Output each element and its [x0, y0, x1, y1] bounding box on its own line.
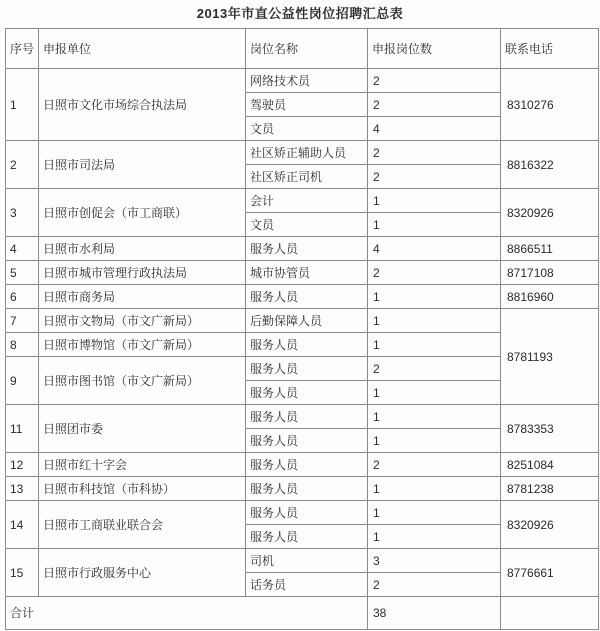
- position-cell: 服务人员: [246, 381, 368, 405]
- serial-cell: 15: [6, 549, 39, 597]
- unit-cell: 日照市司法局: [39, 141, 246, 189]
- phone-cell: 8781238: [501, 477, 599, 501]
- phone-cell: 8866511: [501, 237, 599, 261]
- unit-cell: 日照市博物馆（市文广新局）: [39, 333, 246, 357]
- unit-cell: 日照市商务局: [39, 285, 246, 309]
- count-cell: 2: [368, 357, 501, 381]
- position-cell: 服务人员: [246, 477, 368, 501]
- position-cell: 服务人员: [246, 333, 368, 357]
- position-cell: 服务人员: [246, 285, 368, 309]
- unit-cell: 日照市行政服务中心: [39, 549, 246, 597]
- count-cell: 1: [368, 381, 501, 405]
- serial-cell: 9: [6, 357, 39, 405]
- position-cell: 司机: [246, 549, 368, 573]
- total-row: [6, 597, 599, 630]
- header-unit: 申报单位: [39, 29, 246, 69]
- count-cell: 2: [368, 69, 501, 93]
- count-cell: 1: [368, 285, 501, 309]
- unit-cell: 日照市科技馆（市科协）: [39, 477, 246, 501]
- count-cell: 3: [368, 549, 501, 573]
- count-cell: 1: [368, 309, 501, 333]
- unit-cell: 日照市城市管理行政执法局: [39, 261, 246, 285]
- table-row: [6, 405, 599, 429]
- phone-cell: 8320926: [501, 189, 599, 237]
- position-cell: 服务人员: [246, 525, 368, 549]
- unit-cell: 日照市创促会（市工商联）: [39, 189, 246, 237]
- count-cell: 1: [368, 429, 501, 453]
- position-cell: 后勤保障人员: [246, 309, 368, 333]
- phone-cell: 8781193: [501, 309, 599, 405]
- header-position: 岗位名称: [246, 29, 368, 69]
- table-row: [6, 501, 599, 525]
- unit-cell: 日照市文化市场综合执法局: [39, 69, 246, 141]
- count-cell: 1: [368, 405, 501, 429]
- count-cell: 4: [368, 237, 501, 261]
- header-serial: 序号: [6, 29, 39, 69]
- table-row: [6, 309, 599, 333]
- serial-cell: 2: [6, 141, 39, 189]
- position-cell: 服务人员: [246, 453, 368, 477]
- count-cell: 2: [368, 261, 501, 285]
- position-cell: 服务人员: [246, 237, 368, 261]
- table-row: [6, 141, 599, 165]
- position-cell: 话务员: [246, 573, 368, 597]
- serial-cell: 4: [6, 237, 39, 261]
- position-cell: 服务人员: [246, 429, 368, 453]
- count-cell: 2: [368, 165, 501, 189]
- position-cell: 文员: [246, 213, 368, 237]
- header-count: 申报岗位数: [368, 29, 501, 69]
- serial-cell: 6: [6, 285, 39, 309]
- position-cell: 社区矫正司机: [246, 165, 368, 189]
- phone-cell: 8816960: [501, 285, 599, 309]
- count-cell: 1: [368, 477, 501, 501]
- table-row: [6, 237, 599, 261]
- position-cell: 服务人员: [246, 501, 368, 525]
- table-row: [6, 477, 599, 501]
- count-cell: 2: [368, 573, 501, 597]
- serial-cell: 8: [6, 333, 39, 357]
- total-phone-cell: [501, 597, 599, 630]
- unit-cell: 日照团市委: [39, 405, 246, 453]
- position-cell: 服务人员: [246, 357, 368, 381]
- count-cell: 1: [368, 213, 501, 237]
- serial-cell: 13: [6, 477, 39, 501]
- table-row: [6, 285, 599, 309]
- serial-cell: 11: [6, 405, 39, 453]
- position-cell: 网络技术员: [246, 69, 368, 93]
- header-row: [6, 29, 599, 69]
- serial-cell: 5: [6, 261, 39, 285]
- position-cell: 驾驶员: [246, 93, 368, 117]
- table-row: [6, 189, 599, 213]
- unit-cell: 日照市图书馆（市文广新局）: [39, 357, 246, 405]
- table-row: [6, 453, 599, 477]
- phone-cell: 8320926: [501, 501, 599, 549]
- count-cell: 1: [368, 525, 501, 549]
- count-cell: 1: [368, 189, 501, 213]
- unit-cell: 日照市文物局（市文广新局）: [39, 309, 246, 333]
- phone-cell: 8310276: [501, 69, 599, 141]
- phone-cell: 8717108: [501, 261, 599, 285]
- position-cell: 城市协管员: [246, 261, 368, 285]
- recruitment-table: [5, 28, 599, 630]
- serial-cell: 14: [6, 501, 39, 549]
- count-cell: 2: [368, 453, 501, 477]
- table-row: [6, 261, 599, 285]
- count-cell: 1: [368, 333, 501, 357]
- phone-cell: 8776661: [501, 549, 599, 597]
- total-label-cell: 合计: [6, 597, 368, 630]
- table-row: [6, 549, 599, 573]
- serial-cell: 12: [6, 453, 39, 477]
- position-cell: 会计: [246, 189, 368, 213]
- count-cell: 4: [368, 117, 501, 141]
- phone-cell: 8783353: [501, 405, 599, 453]
- count-cell: 2: [368, 141, 501, 165]
- page-title: 2013年市直公益性岗位招聘汇总表: [196, 6, 404, 21]
- phone-cell: 8251084: [501, 453, 599, 477]
- serial-cell: 3: [6, 189, 39, 237]
- unit-cell: 日照市工商联业联合会: [39, 501, 246, 549]
- table-row: [6, 69, 599, 93]
- serial-cell: 7: [6, 309, 39, 333]
- position-cell: 文员: [246, 117, 368, 141]
- position-cell: 社区矫正辅助人员: [246, 141, 368, 165]
- phone-cell: 8816322: [501, 141, 599, 189]
- total-count-cell: 38: [368, 597, 501, 630]
- unit-cell: 日照市水利局: [39, 237, 246, 261]
- header-phone: 联系电话: [501, 29, 599, 69]
- unit-cell: 日照市红十字会: [39, 453, 246, 477]
- position-cell: 服务人员: [246, 405, 368, 429]
- count-cell: 1: [368, 501, 501, 525]
- serial-cell: 1: [6, 69, 39, 141]
- count-cell: 2: [368, 93, 501, 117]
